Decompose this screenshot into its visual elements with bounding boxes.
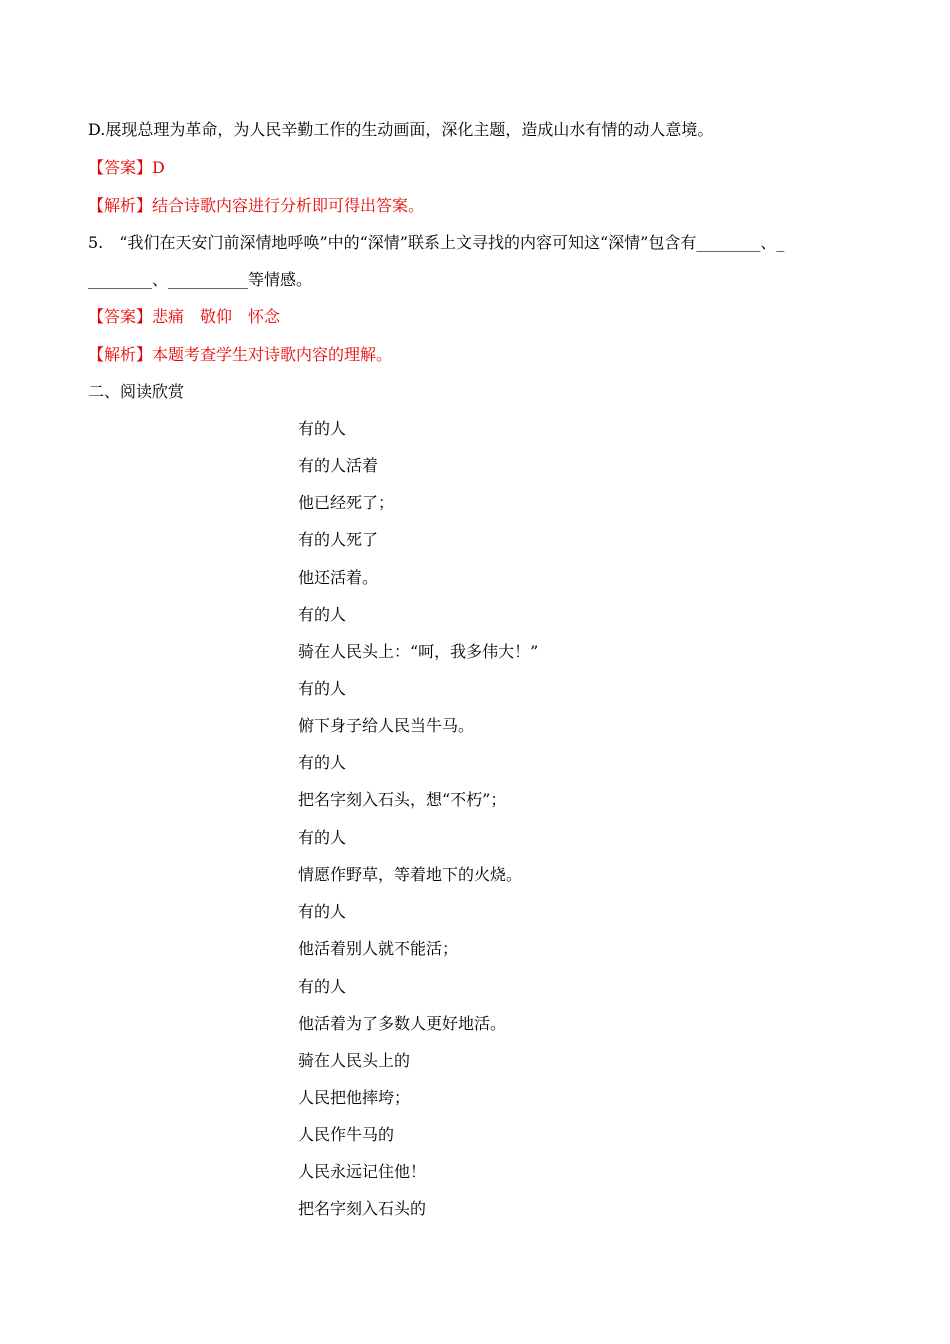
poem-line: 他活着为了多数人更好地活。 [298, 1014, 507, 1033]
poem-line: 把名字刻入石头的 [298, 1199, 427, 1218]
poem-line: 俯下身子给人民当牛马。 [298, 716, 475, 735]
poem-line: 有的人 [298, 679, 347, 698]
poem-line: 有的人死了 [298, 530, 379, 549]
poem-line: 人民永远记住他！ [298, 1162, 427, 1181]
option-d-text: D.展现总理为革命，为人民辛勤工作的生动画面，深化主题，造成山水有情的动人意境。 [88, 120, 714, 139]
poem-line: 有的人 [298, 419, 347, 438]
question-5-line-2: ________、__________等情感。 [88, 270, 313, 289]
poem-line: 他已经死了； [298, 493, 395, 512]
poem-line: 有的人 [298, 605, 347, 624]
poem-line: 他活着别人就不能活； [298, 939, 459, 958]
answer-d: 【答案】D [88, 158, 165, 177]
poem-line: 有的人活着 [298, 456, 379, 475]
poem-line: 有的人 [298, 902, 347, 921]
poem-line: 他还活着。 [298, 568, 379, 587]
analysis-d: 【解析】结合诗歌内容进行分析即可得出答案。 [88, 196, 425, 215]
poem-line: 有的人 [298, 753, 347, 772]
poem-line: 情愿作野草，等着地下的火烧。 [298, 865, 523, 884]
analysis-5: 【解析】本题考查学生对诗歌内容的理解。 [88, 345, 393, 364]
poem-line: 人民作牛马的 [298, 1125, 395, 1144]
poem-line: 骑在人民头上：“呵，我多伟大！” [298, 642, 539, 661]
question-5-line-1: 5. “我们在天安门前深情地呼唤”中的“深情”联系上文寻找的内容可知这“深情”包含有________、_ [88, 233, 785, 252]
poem-line: 有的人 [298, 977, 347, 996]
poem-line: 骑在人民头上的 [298, 1051, 411, 1070]
poem-line: 把名字刻入石头，想“不朽”； [298, 790, 507, 809]
section-title: 二、阅读欣赏 [88, 382, 185, 401]
poem-line: 人民把他摔垮； [298, 1088, 411, 1107]
poem-line: 有的人 [298, 828, 347, 847]
answer-5: 【答案】悲痛 敬仰 怀念 [88, 307, 281, 326]
